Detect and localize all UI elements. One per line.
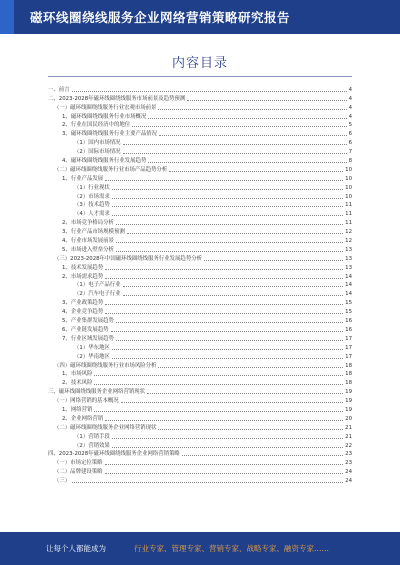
toc-entry-text: 二、2023-2028年磁环线圈绕线服务市场前景及趋势预测 bbox=[48, 95, 186, 102]
toc-leader-dots bbox=[148, 162, 346, 163]
toc-page-number: 23 bbox=[345, 460, 352, 467]
toc-leader-dots bbox=[123, 295, 344, 296]
toc-entry-text: 1、网络营销 bbox=[62, 406, 93, 413]
toc-entry-text: 2、技术风险 bbox=[62, 380, 93, 387]
toc-entry-text: （1）行业现状 bbox=[74, 184, 110, 191]
toc-page-number: 16 bbox=[345, 326, 352, 333]
toc-page-number: 5 bbox=[348, 122, 352, 129]
toc-leader-dots bbox=[169, 171, 343, 172]
toc-leader-dots bbox=[123, 286, 344, 287]
toc-page-number: 21 bbox=[345, 433, 352, 440]
toc-entry[interactable] bbox=[48, 466, 352, 475]
toc-leader-dots bbox=[116, 322, 343, 323]
toc-page-number: 10 bbox=[345, 193, 352, 200]
toc-entry[interactable] bbox=[48, 217, 352, 226]
toc-page-number: 4 bbox=[348, 86, 352, 93]
toc-leader-dots bbox=[116, 340, 343, 341]
toc-page-number: 10 bbox=[345, 175, 352, 182]
toc-entry-text: 1、行业产品发展 bbox=[62, 175, 104, 182]
toc-leader-dots bbox=[147, 393, 343, 394]
toc-page-number: 21 bbox=[345, 424, 352, 431]
toc-leader-dots bbox=[105, 278, 343, 279]
toc-leader-dots bbox=[72, 482, 343, 483]
toc-leader-dots bbox=[123, 153, 347, 154]
toc-entry-text: （四）磁环线圈绕线服务行业市场风险分析 bbox=[54, 362, 157, 369]
toc-entry[interactable] bbox=[48, 297, 352, 306]
toc-entry[interactable] bbox=[48, 128, 352, 137]
toc-entry[interactable] bbox=[48, 395, 352, 404]
toc-entry-text: （1）电子产品行业 bbox=[74, 282, 121, 289]
toc-entry-text: 4、企业竞争趋势 bbox=[62, 309, 104, 316]
toc-leader-dots bbox=[204, 260, 343, 261]
toc-page-number: 14 bbox=[345, 273, 352, 280]
toc-entry-text: （4）人才需求 bbox=[74, 211, 110, 218]
toc-leader-dots bbox=[105, 304, 343, 305]
toc-entry[interactable] bbox=[48, 280, 352, 289]
toc-page-number: 24 bbox=[345, 478, 352, 485]
toc-leader-dots bbox=[116, 242, 343, 243]
toc-page-number: 22 bbox=[345, 442, 352, 449]
toc-page-number: 11 bbox=[345, 202, 352, 209]
toc-page-number: 4 bbox=[348, 95, 352, 102]
toc-page-number: 15 bbox=[345, 300, 352, 307]
toc-entry[interactable] bbox=[48, 137, 352, 146]
toc-entry[interactable] bbox=[48, 369, 352, 378]
toc-leader-dots bbox=[158, 429, 343, 430]
toc-leader-dots bbox=[72, 91, 347, 92]
toc-page-number: 12 bbox=[345, 229, 352, 236]
toc-leader-dots bbox=[121, 402, 343, 403]
toc-entry[interactable] bbox=[48, 386, 352, 395]
toc-entry-text: （3）技术趋势 bbox=[74, 202, 110, 209]
toc-entry[interactable] bbox=[48, 111, 352, 120]
toc-entry-text: 2、行业在国民经济中的地位 bbox=[62, 122, 131, 129]
toc-entry[interactable] bbox=[48, 449, 352, 458]
toc-entry-text: 7、行业区域发展趋势 bbox=[62, 335, 114, 342]
toc-entry-text: （2）市场需求 bbox=[74, 193, 110, 200]
toc-page-number: 24 bbox=[345, 469, 352, 476]
toc-leader-dots bbox=[94, 375, 343, 376]
toc-entry-text: （一）市场定位策略 bbox=[54, 460, 103, 467]
toc-page-number: 13 bbox=[345, 246, 352, 253]
toc-entry-text: （一）磁环线圈绕线服务行业宏观市场前景 bbox=[54, 104, 157, 111]
toc-entry-text: 6、产业链发展趋势 bbox=[62, 326, 109, 333]
footer-banner bbox=[0, 532, 400, 565]
toc-entry-text: 一、前言 bbox=[48, 86, 70, 93]
toc-entry[interactable] bbox=[48, 235, 352, 244]
toc-entry[interactable] bbox=[48, 342, 352, 351]
toc-page-number: 15 bbox=[345, 309, 352, 316]
toc-entry-text: 5、市场进入壁垒分析 bbox=[62, 246, 114, 253]
toc-page-number: 18 bbox=[345, 380, 352, 387]
toc-entry[interactable] bbox=[48, 253, 352, 262]
toc-entry[interactable] bbox=[48, 431, 352, 440]
toc-page-number: 20 bbox=[345, 415, 352, 422]
toc-page-number: 6 bbox=[348, 140, 352, 147]
toc-page-number: 12 bbox=[345, 238, 352, 245]
toc-page-number: 17 bbox=[345, 353, 352, 360]
toc-entry[interactable] bbox=[48, 324, 352, 333]
toc-leader-dots bbox=[111, 331, 344, 332]
toc-page-number: 6 bbox=[348, 131, 352, 138]
toc-entry-text: （1）国内市场情况 bbox=[74, 140, 121, 147]
toc-entry-text: 1、技术发展趋势 bbox=[62, 264, 104, 271]
footer-slogan: 让每个人都能成为 bbox=[46, 544, 106, 553]
toc-page-number: 16 bbox=[345, 318, 352, 325]
toc-leader-dots bbox=[105, 313, 343, 314]
toc-entry-text: （1）营销手段 bbox=[74, 433, 110, 440]
toc-entry-text: （二）磁环线圈绕线服务企业网络营销现状 bbox=[54, 424, 157, 431]
toc-leader-dots bbox=[112, 447, 343, 448]
toc-entry[interactable] bbox=[48, 413, 352, 422]
toc-leader-dots bbox=[182, 455, 343, 456]
toc-divider bbox=[48, 76, 352, 77]
toc-entry-text: （二）品牌建设策略 bbox=[54, 469, 103, 476]
toc-entry[interactable] bbox=[48, 422, 352, 431]
header-banner bbox=[0, 0, 400, 34]
toc-entry[interactable] bbox=[48, 200, 352, 209]
toc-page-number: 11 bbox=[345, 211, 352, 218]
toc-page-number: 14 bbox=[345, 291, 352, 298]
toc-leader-dots bbox=[187, 100, 346, 101]
toc-page-number: 10 bbox=[345, 166, 352, 173]
header-accent-bar bbox=[0, 0, 14, 34]
toc-page-number: 17 bbox=[345, 335, 352, 342]
toc-entry-text: （2）汽车电子行业 bbox=[74, 291, 121, 298]
toc-entry[interactable] bbox=[48, 288, 352, 297]
table-of-contents bbox=[48, 84, 352, 484]
toc-entry-text: （2）华南地区 bbox=[74, 353, 110, 360]
toc-entry[interactable] bbox=[48, 84, 352, 93]
toc-entry[interactable] bbox=[48, 457, 352, 466]
toc-entry-text: 2、市场需求趋势 bbox=[62, 273, 104, 280]
toc-leader-dots bbox=[112, 215, 343, 216]
toc-entry[interactable] bbox=[48, 440, 352, 449]
toc-entry[interactable] bbox=[48, 271, 352, 280]
toc-page-number: 17 bbox=[345, 344, 352, 351]
toc-entry[interactable] bbox=[48, 333, 352, 342]
toc-page-number: 11 bbox=[345, 220, 352, 227]
toc-leader-dots bbox=[148, 118, 346, 119]
toc-entry-text: （三） bbox=[54, 478, 71, 485]
toc-leader-dots bbox=[112, 206, 343, 207]
toc-entry-text: 3、行业产品市场规模预测 bbox=[62, 229, 125, 236]
toc-leader-dots bbox=[94, 384, 343, 385]
toc-leader-dots bbox=[127, 233, 343, 234]
toc-page-number: 13 bbox=[345, 255, 352, 262]
report-title: 磁环线圈绕线服务企业网络营销策略研究报告 bbox=[30, 10, 291, 25]
toc-entry[interactable] bbox=[48, 377, 352, 386]
toc-page-number: 18 bbox=[345, 362, 352, 369]
toc-entry-text: （二）磁环线圈绕线服务行业市场产品趋势分析 bbox=[54, 166, 168, 173]
toc-entry[interactable] bbox=[48, 244, 352, 253]
toc-leader-dots bbox=[105, 473, 344, 474]
toc-entry-text: 三、磁环线圈绕线服务企业网络营销现状 bbox=[48, 389, 146, 396]
toc-entry-text: （一）网络营销的基本概况 bbox=[54, 398, 119, 405]
toc-entry[interactable] bbox=[48, 191, 352, 200]
toc-entry[interactable] bbox=[48, 173, 352, 182]
toc-page-number: 13 bbox=[345, 264, 352, 271]
toc-entry-text: 3、磁环线圈绕线服务行业主要产品情况 bbox=[62, 131, 158, 138]
toc-entry[interactable] bbox=[48, 93, 352, 102]
toc-leader-dots bbox=[105, 269, 343, 270]
toc-entry-text: 4、行业市场发展前景 bbox=[62, 238, 114, 245]
toc-page-number: 14 bbox=[345, 282, 352, 289]
toc-entry-text: 四、2023-2028年磁环线圈绕线服务企业网络营销策略 bbox=[48, 451, 180, 458]
toc-entry-text: 1、磁环线圈绕线服务行业市场概况 bbox=[62, 113, 147, 120]
toc-page-number: 7 bbox=[348, 149, 352, 156]
toc-leader-dots bbox=[105, 464, 344, 465]
toc-page-number: 4 bbox=[348, 113, 352, 120]
toc-leader-dots bbox=[116, 224, 343, 225]
toc-entry-text: 3、产业政策趋势 bbox=[62, 300, 104, 307]
toc-entry[interactable] bbox=[48, 315, 352, 324]
toc-entry[interactable] bbox=[48, 182, 352, 191]
toc-entry-text: （1）华东地区 bbox=[74, 344, 110, 351]
toc-entry-text: 4、磁环线圈绕线服务行业发展趋势 bbox=[62, 158, 147, 165]
toc-leader-dots bbox=[158, 109, 346, 110]
toc-entry-text: （三）2023-2028年中国磁环线圈绕线服务行业发展趋势分析 bbox=[54, 255, 202, 262]
toc-entry-text: 2、企业网络营销 bbox=[62, 415, 104, 422]
toc-entry[interactable] bbox=[48, 404, 352, 413]
toc-entry-text: （2）国际市场情况 bbox=[74, 149, 121, 156]
toc-entry-text: 1、市场风险 bbox=[62, 371, 93, 378]
toc-entry[interactable] bbox=[48, 475, 352, 484]
toc-page-number: 10 bbox=[345, 184, 352, 191]
toc-page-number: 19 bbox=[345, 389, 352, 396]
toc-entry[interactable] bbox=[48, 360, 352, 369]
toc-entry[interactable] bbox=[48, 208, 352, 217]
toc-entry[interactable] bbox=[48, 102, 352, 111]
toc-leader-dots bbox=[112, 358, 343, 359]
toc-leader-dots bbox=[112, 198, 343, 199]
toc-leader-dots bbox=[105, 420, 343, 421]
toc-page-number: 19 bbox=[345, 398, 352, 405]
toc-entry-text: （2）营销效果 bbox=[74, 442, 110, 449]
toc-leader-dots bbox=[159, 135, 346, 136]
toc-leader-dots bbox=[112, 189, 343, 190]
toc-leader-dots bbox=[112, 349, 343, 350]
toc-page-number: 4 bbox=[348, 104, 352, 111]
toc-entry[interactable] bbox=[48, 226, 352, 235]
toc-entry[interactable] bbox=[48, 164, 352, 173]
toc-page-number: 19 bbox=[345, 406, 352, 413]
footer-expert-list: 行业专家、管理专家、营销专家、战略专家、融资专家…… bbox=[134, 544, 329, 553]
toc-entry[interactable] bbox=[48, 155, 352, 164]
toc-entry-text: 2、市场竞争格局分析 bbox=[62, 220, 114, 227]
toc-entry[interactable] bbox=[48, 351, 352, 360]
toc-leader-dots bbox=[132, 126, 346, 127]
toc-leader-dots bbox=[123, 144, 347, 145]
toc-leader-dots bbox=[105, 180, 343, 181]
toc-leader-dots bbox=[158, 367, 343, 368]
toc-entry[interactable] bbox=[48, 146, 352, 155]
toc-entry-text: 5、产业集群发展趋势 bbox=[62, 318, 114, 325]
toc-entry[interactable] bbox=[48, 306, 352, 315]
toc-entry[interactable] bbox=[48, 262, 352, 271]
toc-title: 内容目录 bbox=[171, 56, 228, 71]
toc-page-number: 8 bbox=[348, 158, 352, 165]
toc-leader-dots bbox=[94, 411, 343, 412]
toc-entry[interactable] bbox=[48, 120, 352, 129]
toc-leader-dots bbox=[112, 438, 343, 439]
toc-page-number: 23 bbox=[345, 451, 352, 458]
toc-leader-dots bbox=[116, 251, 343, 252]
toc-page-number: 18 bbox=[345, 371, 352, 378]
